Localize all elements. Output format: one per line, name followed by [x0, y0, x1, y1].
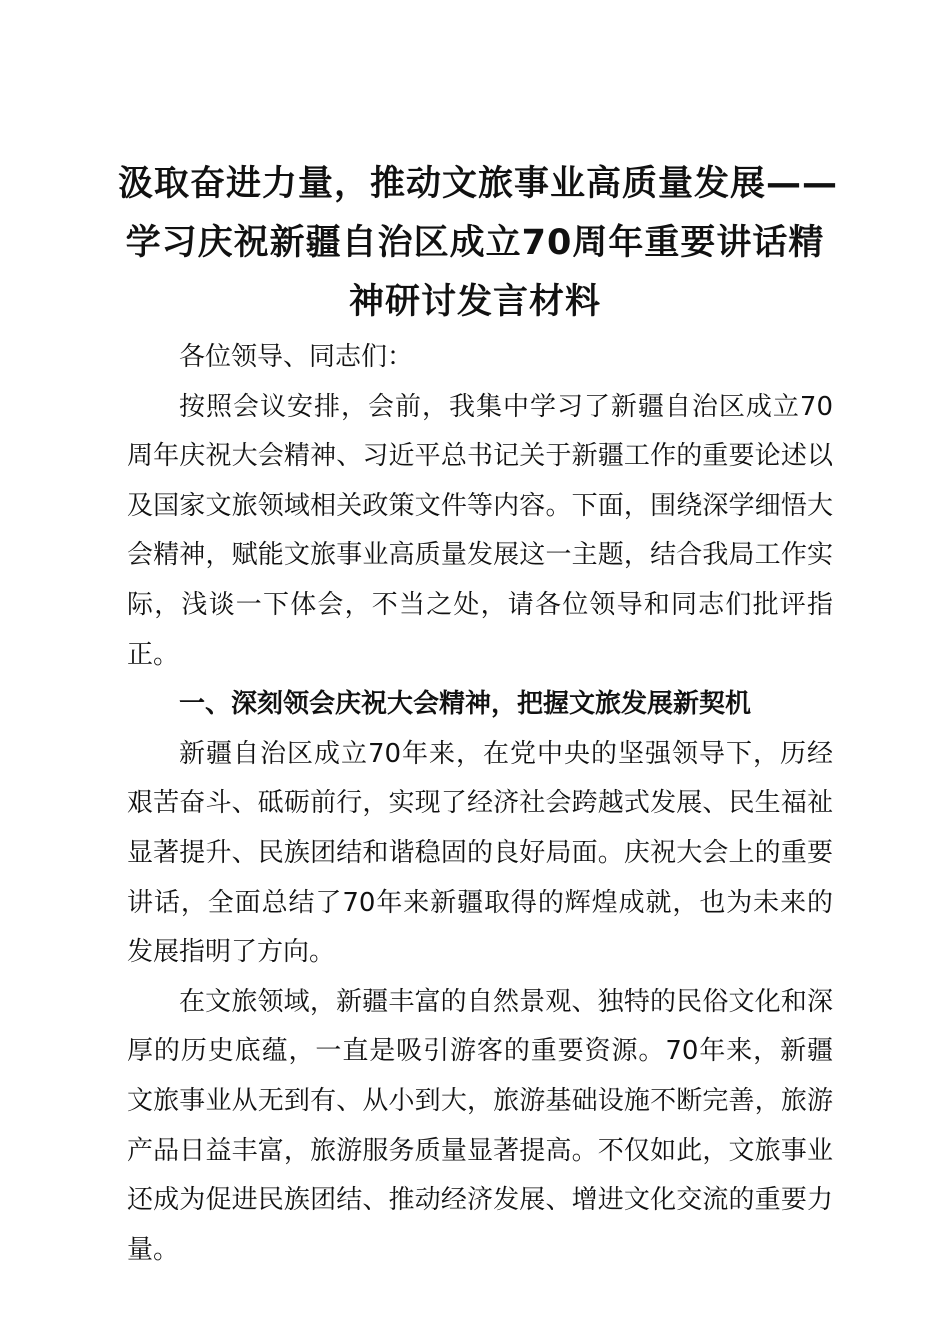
salutation: 各位领导、同志们： — [179, 342, 414, 372]
paragraph-achievements: 新疆自治区成立70年来，在党中央的坚强领导下，历经艰苦奋斗、砥砺前行，实现了经济社会跨越式发展、民生福祉显著提升、民族团结和谐稳固的良好局面。庆祝大会上的重要讲话，全面总结了70年来新疆取得的辉煌成就，也为未来的发展指明了方向。 — [127, 738, 833, 968]
title-line-2: 学习庆祝新疆自治区成立70周年重要讲话精 — [125, 223, 825, 263]
title-line-3: 神研讨发言材料 — [348, 282, 601, 322]
title-line-1: 汲取奋进力量，推动文旅事业高质量发展—— — [118, 164, 839, 204]
section-heading-1: 一、深刻领会庆祝大会精神，把握文旅发展新契机 — [179, 689, 752, 720]
document-title — [118, 155, 839, 332]
document-body — [127, 333, 833, 1275]
paragraph-intro: 按照会议安排，会前，我集中学习了新疆自治区成立70周年庆祝大会精神、习近平总书记关于新疆工作的重要论述以及国家文旅领域相关政策文件等内容。下面，围绕深学细悟大会精神，赋能文旅事业高质量发展这一主题，结合我局工作实际，浅谈一下体会，不当之处，请各位领导和同志们批评指正。 — [127, 391, 833, 670]
paragraph-tourism: 在文旅领域，新疆丰富的自然景观、独特的民俗文化和深厚的历史底蕴，一直是吸引游客的重要资源。70年来，新疆文旅事业从无到有、从小到大，旅游基础设施不断完善，旅游产品日益丰富，旅游服务质量显著提高。不仅如此，文旅事业还成为促进民族团结、推动经济发展、增进文化交流的重要力量。 — [127, 986, 833, 1265]
